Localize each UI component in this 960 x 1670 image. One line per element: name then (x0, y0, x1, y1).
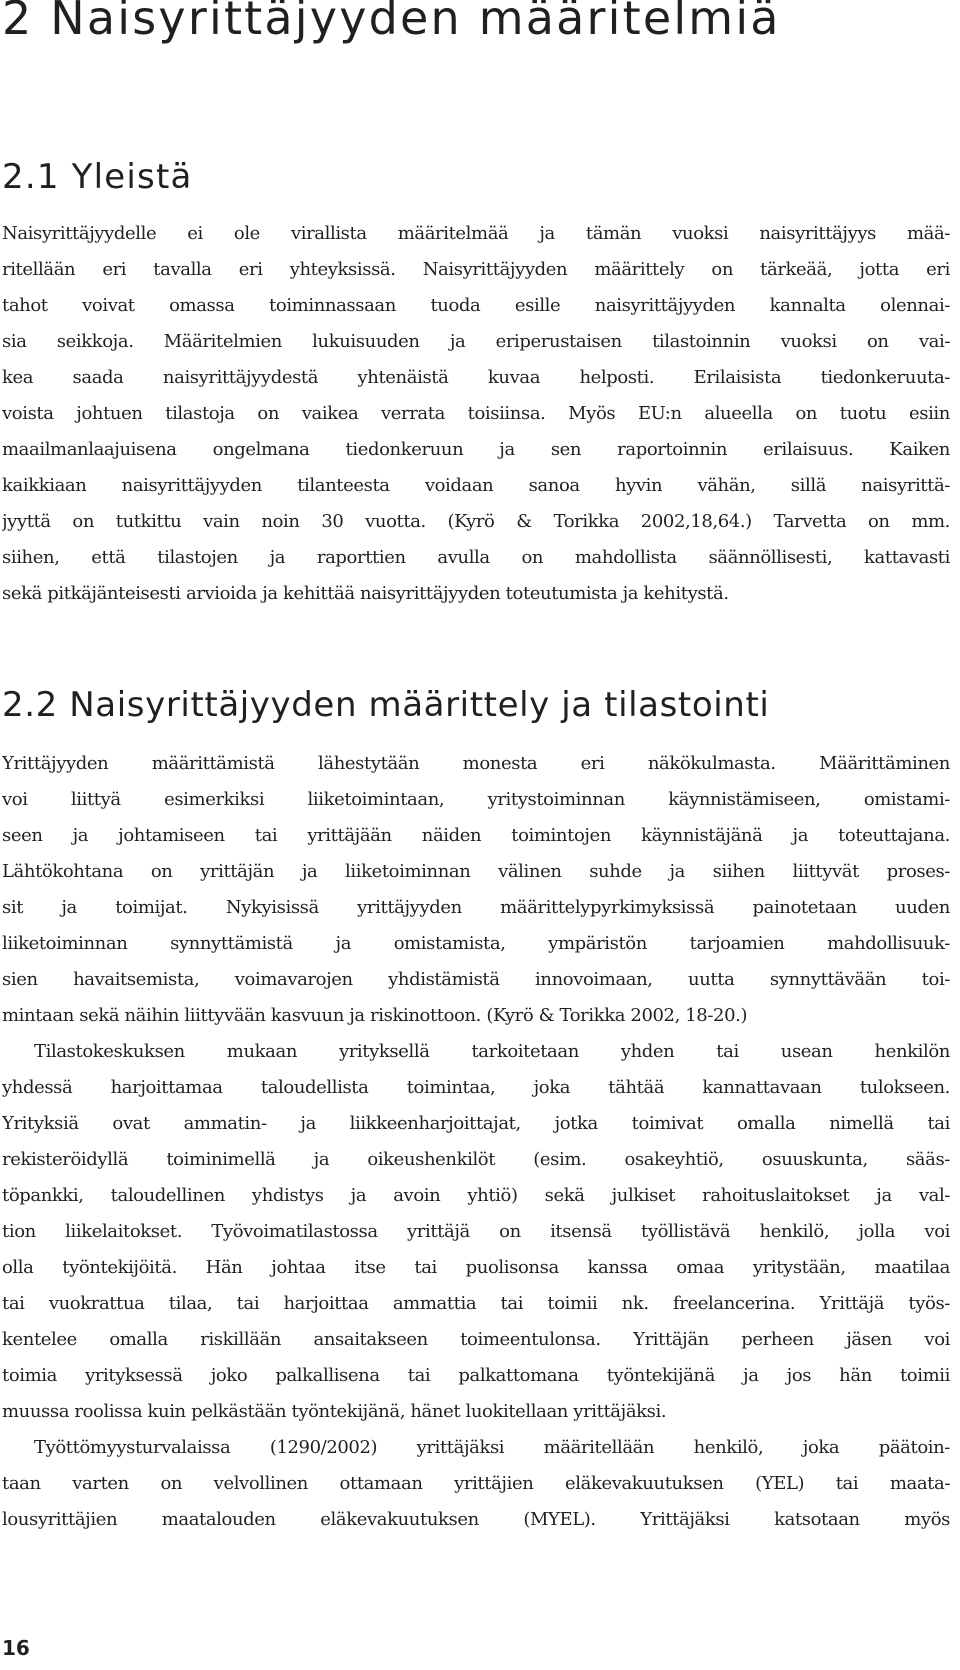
text-line: taan varten on velvollinen ottamaan yrittäjien eläkevakuutuksen (YEL) tai maata- (2, 1473, 950, 1494)
text-line: sia seikkoja. Määritelmien lukuisuuden ja eriperustaisen tilastoinnin vuoksi on vai- (2, 331, 950, 352)
text-line: tion liikelaitokset. Työvoimatilastossa yrittäjä on itsensä työllistävä henkilö, jolla voi (2, 1221, 950, 1242)
text-line: rekisteröidyllä toiminimellä ja oikeushenkilöt (esim. osakeyhtiö, osuuskunta, sääs- (2, 1149, 950, 1170)
text-line: Tilastokeskuksen mukaan yrityksellä tarkoitetaan yhden tai usean henkilön (34, 1041, 950, 1062)
text-line: Lähtökohtana on yrittäjän ja liiketoiminnan välinen suhde ja siihen liittyvät proses- (2, 861, 950, 882)
text-line: voista johtuen tilastoja on vaikea verrata toisiinsa. Myös EU:n alueella on tuotu esiin (2, 403, 950, 424)
text-line: voi liittyä esimerkiksi liiketoimintaan, yritystoiminnan käynnistämiseen, omistami- (2, 789, 950, 810)
paragraph-yleista (2, 216, 950, 612)
text-line: sekä pitkäjänteisesti arvioida ja kehittää naisyrittäjyyden toteutumista ja kehitystä. (2, 583, 729, 604)
section-title-maarittely: 2.2 Naisyrittäjyyden määrittely ja tilastointi (2, 685, 770, 725)
text-line: Työttömyysturvalaissa (1290/2002) yrittäjäksi määritellään henkilö, joka päätoin- (34, 1437, 950, 1458)
chapter-title: 2 Naisyrittäjyyden määritelmiä (2, 0, 781, 45)
text-line: liiketoiminnan synnyttämistä ja omistamista, ympäristön tarjoamien mahdollisuuk- (2, 933, 950, 954)
text-line: tahot voivat omassa toiminnassaan tuoda esille naisyrittäjyyden kannalta olennai- (2, 295, 950, 316)
text-line: jyyttä on tutkittu vain noin 30 vuotta. (Kyrö & Torikka 2002,18,64.) Tarvetta on mm. (2, 511, 950, 532)
text-line: maailmanlaajuisena ongelmana tiedonkeruun ja sen raportoinnin erilaisuus. Kaiken (2, 439, 950, 460)
text-line: ritellään eri tavalla eri yhteyksissä. Naisyrittäjyyden määrittely on tärkeää, jotta eri (2, 259, 950, 280)
section-title-yleista: 2.1 Yleistä (2, 157, 193, 197)
text-line: kentelee omalla riskillään ansaitakseen toimeentulonsa. Yrittäjän perheen jäsen voi (2, 1329, 950, 1350)
text-line: sit ja toimijat. Nykyisissä yrittäjyyden määrittelypyrkimyksissä painotetaan uuden (2, 897, 950, 918)
text-line: tai vuokrattua tilaa, tai harjoittaa ammattia tai toimii nk. freelancerina. Yrittäjä työs- (2, 1293, 950, 1314)
text-line: olla työntekijöitä. Hän johtaa itse tai puolisonsa kanssa omaa yritystään, maatilaa (2, 1257, 950, 1278)
text-line: seen ja johtamiseen tai yrittäjään näiden toimintojen käynnistäjänä ja toteuttajana. (2, 825, 950, 846)
text-line: Yrityksiä ovat ammatin- ja liikkeenharjoittajat, jotka toimivat omalla nimellä tai (2, 1113, 950, 1134)
text-line: yhdessä harjoittamaa taloudellista toimintaa, joka tähtää kannattavaan tulokseen. (2, 1077, 950, 1098)
text-line: sien havaitsemista, voimavarojen yhdistämistä innovoimaan, uutta synnyttävään toi- (2, 969, 950, 990)
text-line: lousyrittäjien maatalouden eläkevakuutuksen (MYEL). Yrittäjäksi katsotaan myös (2, 1509, 950, 1530)
text-line: siihen, että tilastojen ja raporttien avulla on mahdollista säännöllisesti, kattavasti (2, 547, 950, 568)
text-line: mintaan sekä näihin liittyvään kasvuun ja riskinottoon. (Kyrö & Torikka 2002, 18-20.) (2, 1005, 748, 1026)
page-number: 16 (2, 1636, 30, 1660)
text-line: Naisyrittäjyydelle ei ole virallista määritelmää ja tämän vuoksi naisyrittäjyys mää- (2, 223, 950, 244)
text-line: töpankki, taloudellinen yhdistys ja avoin yhtiö) sekä julkiset rahoituslaitokset ja val- (2, 1185, 950, 1206)
text-line: toimia yrityksessä joko palkallisena tai palkattomana työntekijänä ja jos hän toimii (2, 1365, 950, 1386)
text-line: kea saada naisyrittäjyydestä yhtenäistä kuvaa helposti. Erilaisista tiedonkeruuta- (2, 367, 950, 388)
text-line: muussa roolissa kuin pelkästään työntekijänä, hänet luokitellaan yrittäjäksi. (2, 1401, 667, 1422)
text-line: kaikkiaan naisyrittäjyyden tilanteesta voidaan sanoa hyvin vähän, sillä naisyrittä- (2, 475, 950, 496)
paragraph-maarittely (2, 746, 950, 1538)
text-line: Yrittäjyyden määrittämistä lähestytään monesta eri näkökulmasta. Määrittäminen (2, 753, 950, 774)
